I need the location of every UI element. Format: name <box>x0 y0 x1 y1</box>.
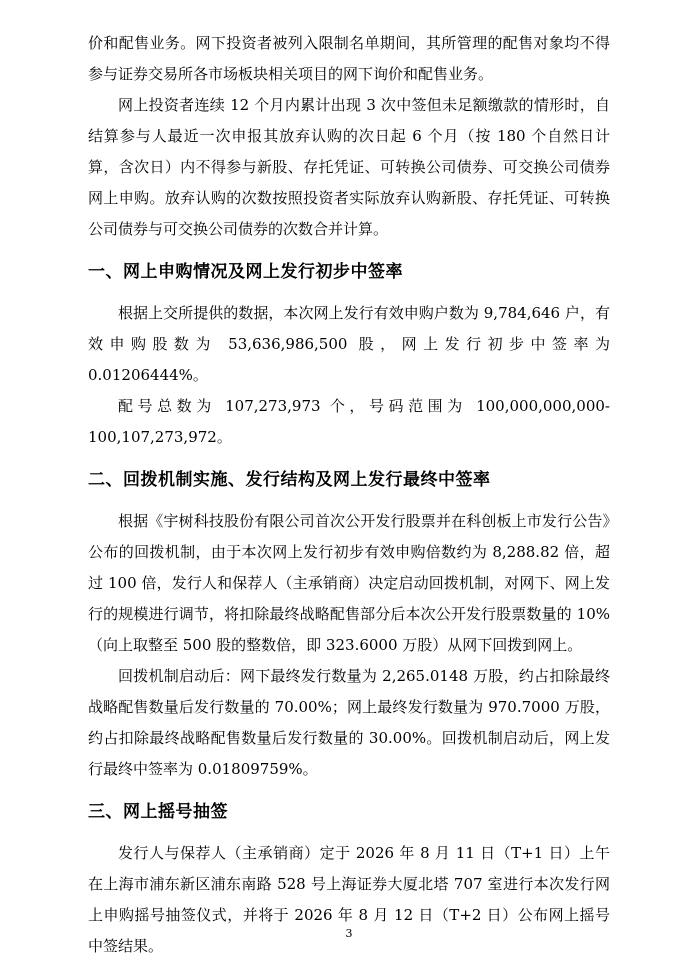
section-2-paragraph-1: 根据《宇树科技股份有限公司首次公开发行股票并在科创板上市发行公告》公布的回拨机制，由于本次网上发行初步有效申购倍数约为 8,288.82 倍，超过 100 倍，发行人和保荐人（主承销商）决定启动回拨机制，对网下、网上发行的规模进行调节，将扣除最终战略配售部分后本次公开发行股票数量的 10%（向上取整至 500 股的整数倍，即 323.6000 万股）从网下回拨到网上。 <box>88 512 610 654</box>
section-3-heading: 三、网上摇号抽签 <box>88 802 228 822</box>
intro-paragraph-1: 价和配售业务。网下投资者被列入限制名单期间，其所管理的配售对象均不得参与证券交易所各市场板块相关项目的网下询价和配售业务。 <box>88 34 610 83</box>
section-1-heading: 一、网上申购情况及网上发行初步中签率 <box>88 262 403 282</box>
section-3-paragraph-1: 发行人与保荐人（主承销商）定于 2026 年 8 月 11 日（T+1 日）上午在上海市浦东新区浦东南路 528 号上海证券大厦北塔 707 室进行本次发行网上申购摇号抽签仪式，并将于 2026 年 8 月 12 日（T+2 日）公布网上摇号中签结果。 <box>88 844 610 955</box>
page-number: 3 <box>345 927 353 940</box>
section-1-paragraph-2: 配号总数为 107,273,973 个，号码范围为 100,000,000,000-100,107,273,972。 <box>88 397 610 446</box>
section-2-heading: 二、回拨机制实施、发行结构及网上发行最终中签率 <box>88 470 491 490</box>
section-1-paragraph-1: 根据上交所提供的数据，本次网上发行有效申购户数为 9,784,646 户，有效申购股数为 53,636,986,500 股，网上发行初步中签率为 0.01206444%。 <box>88 304 610 384</box>
intro-paragraph-2: 网上投资者连续 12 个月内累计出现 3 次中签但未足额缴款的情形时，自结算参与人最近一次申报其放弃认购的次日起 6 个月（按 180 个自然日计算，含次日）内不得参与新股、存托凭证、可转换公司债券、可交换公司债券网上申购。放弃认购的次数按照投资者实际放弃认购新股、存托凭证、可转换公司债券与可交换公司债券的次数合并计算。 <box>88 96 610 238</box>
section-2-paragraph-2: 回拨机制启动后：网下最终发行数量为 2,265.0148 万股，约占扣除最终战略配售数量后发行数量的 70.00%；网上最终发行数量为 970.7000 万股，约占扣除最终战略配售数量后发行数量的 30.00%。回拨机制启动后，网上发行最终中签率为 0.01809759%。 <box>88 667 610 778</box>
document-page <box>88 28 610 962</box>
